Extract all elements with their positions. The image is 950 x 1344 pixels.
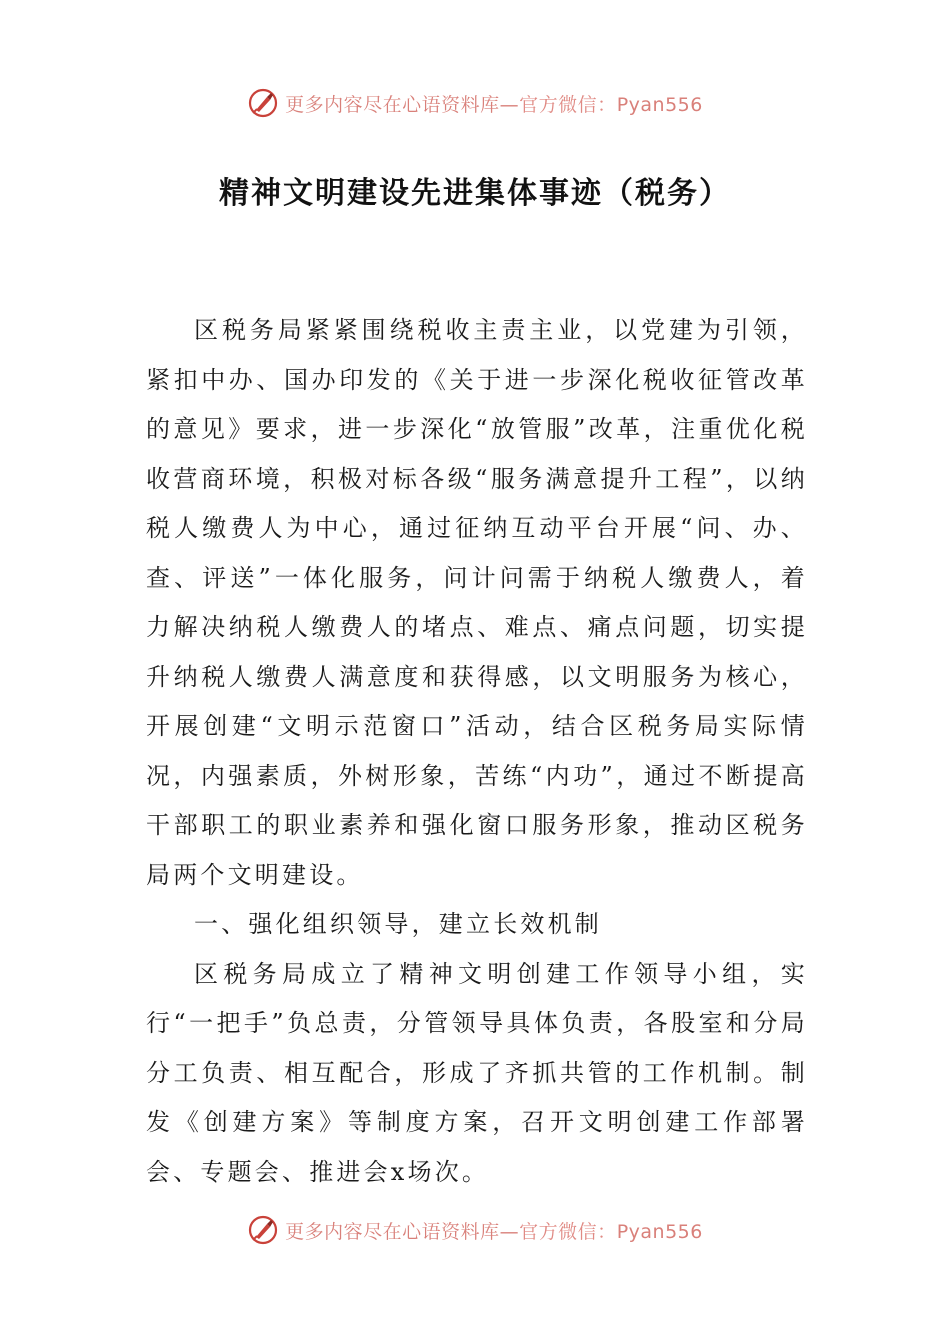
paragraph-section-1: 区税务局成立了精神文明创建工作领导小组，实行“一把手”负总责，分管领导具体负责，各股室和分局分工负责、相互配合，形成了齐抓共管的工作机制。制发《创建方案》等制度方案，召开文明创建工作部署会、专题会、推进会x场次。 (146, 959, 808, 1186)
document-title: 精神文明建设先进集体事迹（税务） (219, 176, 731, 211)
header-watermark (0, 85, 950, 121)
section-heading-1: 一、强化组织领导，建立长效机制 (194, 910, 602, 938)
pen-nib-logo-icon (247, 1214, 279, 1246)
footer-watermark (0, 1212, 950, 1248)
document-body (146, 306, 808, 1197)
pen-nib-logo-icon (247, 87, 279, 119)
watermark-text: 更多内容尽在心语资料库—官方微信：Pyan556 (285, 93, 703, 116)
watermark-text: 更多内容尽在心语资料库—官方微信：Pyan556 (285, 1220, 703, 1243)
paragraph-intro: 区税务局紧紧围绕税收主责主业，以党建为引领，紧扣中办、国办印发的《关于进一步深化税收征管改革的意见》要求，进一步深化“放管服”改革，注重优化税收营商环境，积极对标各级“服务满意提升工程”，以纳税人缴费人为中心，通过征纳互动平台开展“问、办、查、评送”一体化服务，问计问需于纳税人缴费人，着力解决纳税人缴费人的堵点、难点、痛点问题，切实提升纳税人缴费人满意度和获得感，以文明服务为核心，开展创建“文明示范窗口”活动，结合区税务局实际情况，内强素质，外树形象，苦练“内功”，通过不断提高干部职工的职业素养和强化窗口服务形象，推动区税务局两个文明建设。 (146, 316, 808, 889)
